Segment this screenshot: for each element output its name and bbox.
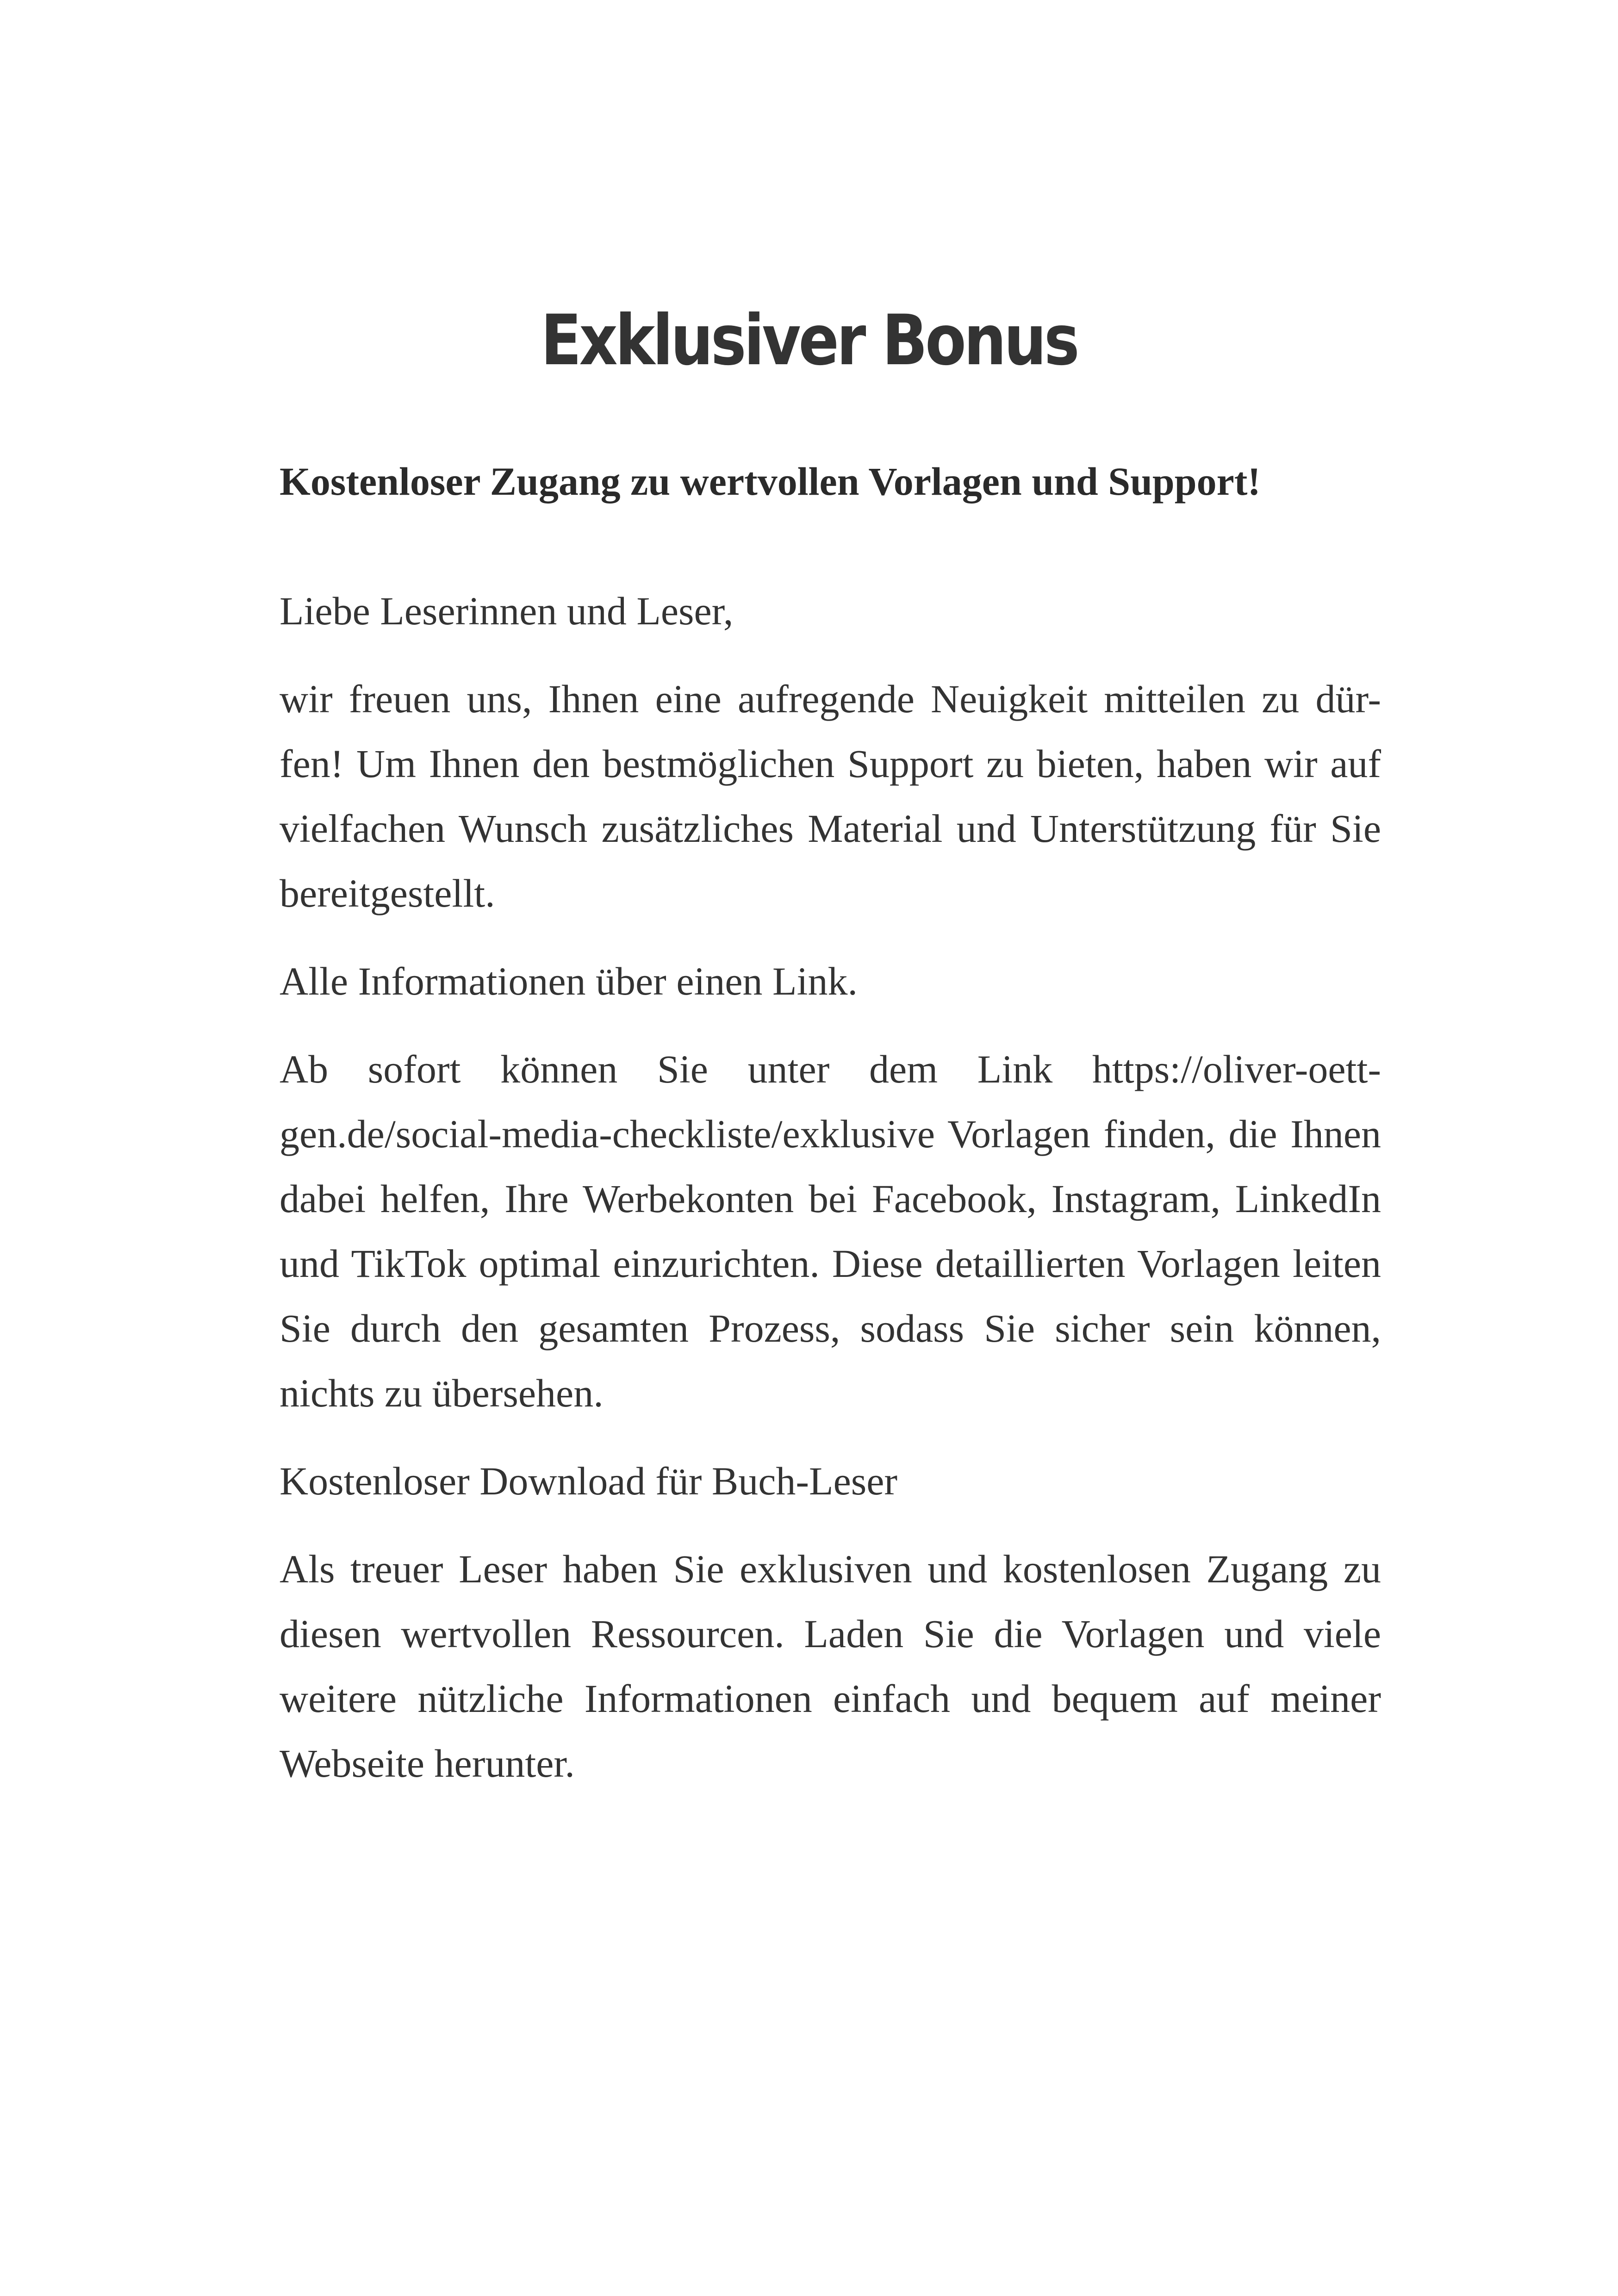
link-paragraph: Ab sofort können Sie unter dem Link https://oliver-oett-gen.de/social-media-checkliste/exklusive Vorlagen finden, die Ihnen dabei helfen, Ihre Werbekonten bei Facebook, Instagram, LinkedIn und TikTok optimal einzurichten. Diese detaillierten Vorlagen leiten Sie durch den gesamten Prozess, sodass Sie sicher sein können, nichts zu übersehen.: [280, 1047, 1381, 1415]
page-title: Exklusiver Bonus: [541, 300, 1077, 381]
subheading: Kostenloser Zugang zu wertvollen Vorlagen und Support!: [280, 459, 1261, 504]
document-body: [280, 454, 1381, 1819]
closing-paragraph: Als treuer Leser haben Sie exklusiven und kostenlosen Zugang zu diesen wertvollen Ressourcen. Laden Sie die Vorlagen und viele weitere nützliche Informationen einfach und bequem auf meiner Webseite herunter.: [280, 1547, 1381, 1786]
intro-paragraph: wir freuen uns, Ihnen eine aufregende Neuigkeit mitteilen zu dür-fen! Um Ihnen den bestmöglichen Support zu bieten, haben wir auf vielfachen Wunsch zusätzliches Material und Unterstützung für Sie bereitgestellt.: [280, 677, 1381, 915]
info-link-paragraph: Alle Informationen über einen Link.: [280, 959, 858, 1003]
greeting-paragraph: Liebe Leserinnen und Leser,: [280, 589, 734, 633]
download-heading-paragraph: Kostenloser Download für Buch-Leser: [280, 1459, 898, 1503]
